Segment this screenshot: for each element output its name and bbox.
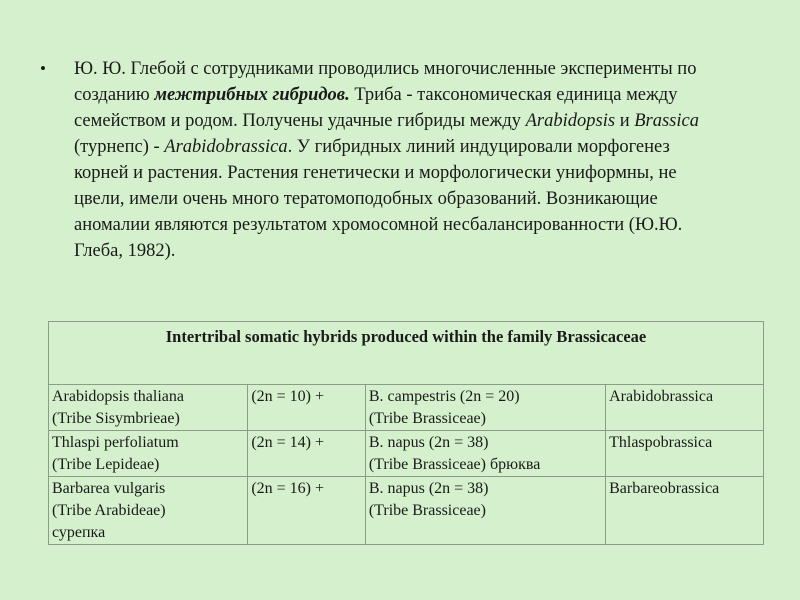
cell-line: Thlaspi perfoliatum (52, 434, 179, 451)
para-emphasis: межтрибных гибридов. (154, 85, 350, 105)
table-cell-species (49, 477, 248, 545)
table-cell-species (49, 385, 248, 431)
table-title-row (49, 322, 764, 385)
cell-line: (Tribe Brassiceae) (368, 410, 486, 427)
cell-line: B. campestris (2n = 20) (368, 388, 520, 405)
table-cell-chromosomes: (2n = 16) + (248, 477, 366, 545)
cell-line: Barbarea vulgaris (52, 480, 166, 497)
cell-line: B. napus (2n = 38) (368, 434, 489, 451)
para-genus2: Brassica (634, 111, 699, 131)
table-cell-partner (365, 477, 605, 545)
bullet-dot-icon: • (40, 59, 46, 78)
para-hybrid: Arabidobrassica (164, 137, 288, 157)
table-row (49, 385, 764, 431)
para-part5: . У гибридных линий индуцировали морфогенез корней и растения. Растения генетически и морфологически униформны, не цвели, имели очень много тератомоподобных образований. Возникающие аномалии являются результатом хромосомной несбалансированности (Ю.Ю. Глеба, 1982). (74, 137, 683, 261)
table-cell-partner (365, 385, 605, 431)
paragraph-text (74, 56, 724, 264)
table-cell-partner (365, 431, 605, 477)
hybrids-table (48, 321, 764, 545)
para-part3: и (615, 111, 635, 131)
table-row (49, 477, 764, 545)
para-part4: (турнепс) - (74, 137, 165, 157)
table-row (49, 431, 764, 477)
table-cell-hybrid: Thlaspobrassica (606, 431, 764, 477)
table-cell-species (49, 431, 248, 477)
table-cell-hybrid: Arabidobrassica (606, 385, 764, 431)
para-part1: Ю. Ю. Глебой с сотрудниками проводились многочисленные эксперименты по созданию (74, 59, 697, 105)
cell-line: Arabidopsis thaliana (52, 388, 184, 405)
table-cell-hybrid: Barbareobrassica (606, 477, 764, 545)
cell-line: сурепка (52, 524, 106, 541)
table-title: Intertribal somatic hybrids produced within the family Brassicaceae (49, 322, 764, 385)
cell-line: (Tribe Brassiceae) (368, 502, 486, 519)
table-cell-chromosomes: (2n = 10) + (248, 385, 366, 431)
para-genus1: Arabidopsis (525, 111, 616, 131)
cell-line: (Tribe Brassiceae) брюква (368, 456, 541, 473)
cell-line: B. napus (2n = 38) (368, 480, 489, 497)
cell-line: (Tribe Sisymbrieae) (52, 410, 180, 427)
cell-line: (Tribe Lepideae) (52, 456, 160, 473)
table-cell-chromosomes: (2n = 14) + (248, 431, 366, 477)
para-part2: Триба - таксономическая единица между семейством и родом. Получены удачные гибриды между (74, 85, 678, 131)
bullet-paragraph (40, 56, 730, 264)
cell-line: (Tribe Arabideae) (52, 502, 166, 519)
